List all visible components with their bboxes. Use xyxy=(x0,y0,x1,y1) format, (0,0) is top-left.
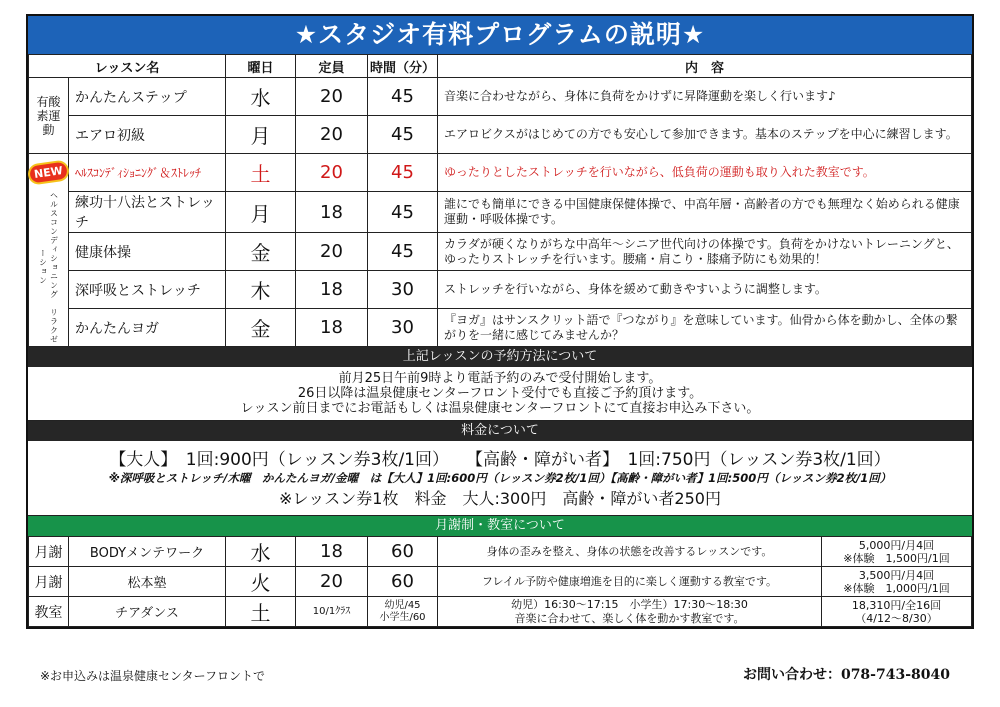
lesson-time: 45 xyxy=(368,154,438,192)
page-title: ★スタジオ有料プログラムの説明★ xyxy=(28,16,972,54)
monthly-type: 月謝 xyxy=(29,567,69,597)
lesson-desc: 『ヨガ』はサンスクリット語で『つながり』を意味しています。仙骨から体を動かし、全体の繋がりを一緒に感じてみませんか？ xyxy=(438,309,972,347)
category-conditioning: ヘルスコンディショニング リラクゼーション xyxy=(29,192,69,347)
monthly-time: 60 xyxy=(368,567,438,597)
reservation-line-3: レッスン前日までにお電話もしくは温泉健康センターフロントにて直接お申込み下さい。 xyxy=(240,401,760,416)
lesson-time: 30 xyxy=(368,309,438,347)
header-capacity: 定員 xyxy=(296,55,368,78)
table-row xyxy=(29,309,972,347)
reservation-line-2: 26日以降は温泉健康センターフロント受付でも直接ご予約頂けます。 xyxy=(297,386,703,401)
table-row xyxy=(29,192,972,233)
table-row xyxy=(29,567,972,597)
reservation-line-1: 前月25日午前9時より電話予約のみで受付開始します。 xyxy=(338,371,662,386)
lesson-time: 45 xyxy=(368,233,438,271)
lesson-time: 45 xyxy=(368,192,438,233)
monthly-type: 月謝 xyxy=(29,537,69,567)
lesson-desc: ゆったりとしたストレッチを行いながら、低負荷の運動も取り入れた教室です。 xyxy=(438,154,972,192)
monthly-day: 水 xyxy=(226,537,296,567)
lesson-capacity: 18 xyxy=(296,309,368,347)
table-row xyxy=(29,233,972,271)
lesson-capacity: 20 xyxy=(296,116,368,154)
lesson-capacity: 18 xyxy=(296,271,368,309)
lesson-name: エアロ初級 xyxy=(69,116,226,154)
table-row xyxy=(29,78,972,116)
lesson-capacity: 20 xyxy=(296,154,368,192)
fee-ticket: ※レッスン券1枚 料金 大人:300円 高齢・障がい者250円 xyxy=(279,489,721,508)
lesson-day: 月 xyxy=(226,192,296,233)
monthly-price: 3,500円/月4回 ※体験 1,000円/1回 xyxy=(822,567,972,597)
monthly-day: 火 xyxy=(226,567,296,597)
monthly-type: 教室 xyxy=(29,597,69,627)
program-sheet xyxy=(26,14,974,629)
lesson-time: 45 xyxy=(368,116,438,154)
new-badge: NEW xyxy=(29,162,68,184)
lesson-day: 金 xyxy=(226,309,296,347)
table-row xyxy=(29,154,972,192)
fee-note: ※深呼吸とストレッチ/木曜 かんたんヨガ/金曜 は【大人】1回:600円（レッスン券2枚/1回）【高齢・障がい者】1回:500円（レッスン券2枚/1回） xyxy=(108,471,892,485)
lesson-name: ﾍﾙｽｺﾝﾃﾞｨｼｮﾆﾝｸﾞ＆ｽﾄﾚｯﾁ xyxy=(69,154,226,192)
fees-info xyxy=(28,441,972,516)
lesson-desc: 音楽に合わせながら、身体に負荷をかけずに昇降運動を楽しく行います♪ xyxy=(438,78,972,116)
monthly-table xyxy=(28,536,972,627)
monthly-desc: 幼児）16:30～17:15 小学生）17:30～18:30 音楽に合わせて、楽しく体を動かす教室です。 xyxy=(438,597,822,627)
monthly-time: 60 xyxy=(368,537,438,567)
lesson-day: 木 xyxy=(226,271,296,309)
lesson-desc: カラダが硬くなりがちな中高年～シニア世代向けの体操です。負荷をかけないトレーニングと、ゆったりストレッチを行います。腰痛・肩こり・膝痛予防にも効果的！ xyxy=(438,233,972,271)
lesson-capacity: 18 xyxy=(296,192,368,233)
header-day: 曜日 xyxy=(226,55,296,78)
lesson-name: かんたんヨガ xyxy=(69,309,226,347)
table-row xyxy=(29,116,972,154)
monthly-capacity: 20 xyxy=(296,567,368,597)
table-header xyxy=(29,55,972,78)
lesson-day: 水 xyxy=(226,78,296,116)
header-time: 時間（分） xyxy=(368,55,438,78)
lesson-desc: エアロビクスがはじめての方でも安心して参加できます。基本のステップを中心に練習します。 xyxy=(438,116,972,154)
monthly-name: BODYメンテワーク xyxy=(69,537,226,567)
lesson-day: 金 xyxy=(226,233,296,271)
lesson-desc: 誰にでも簡単にできる中国健康保健体操で、中高年層・高齢者の方でも無理なく始められる健康運動・呼吸体操です。 xyxy=(438,192,972,233)
monthly-day: 土 xyxy=(226,597,296,627)
lesson-day: 土 xyxy=(226,154,296,192)
footer-note: ※お申込みは温泉健康センターフロントで xyxy=(40,669,265,683)
lesson-capacity: 20 xyxy=(296,78,368,116)
lesson-name: かんたんステップ xyxy=(69,78,226,116)
monthly-capacity: 10/1ｸﾗｽ xyxy=(296,597,368,627)
monthly-price: 18,310円/全16回 （4/12～8/30） xyxy=(822,597,972,627)
lesson-day: 月 xyxy=(226,116,296,154)
monthly-capacity: 18 xyxy=(296,537,368,567)
fees-header: 料金について xyxy=(28,421,972,441)
lesson-time: 30 xyxy=(368,271,438,309)
lesson-name: 練功十八法とストレッチ xyxy=(69,192,226,233)
lesson-name: 深呼吸とストレッチ xyxy=(69,271,226,309)
new-badge-cell xyxy=(29,154,69,192)
reservation-info xyxy=(28,367,972,421)
header-content: 内 容 xyxy=(438,55,972,78)
lesson-desc: ストレッチを行いながら、身体を緩めて動きやすいように調整します。 xyxy=(438,271,972,309)
header-name: レッスン名 xyxy=(29,55,226,78)
monthly-desc: 身体の歪みを整え、身体の状態を改善するレッスンです。 xyxy=(438,537,822,567)
monthly-name: 松本塾 xyxy=(69,567,226,597)
lesson-name: 健康体操 xyxy=(69,233,226,271)
lesson-time: 45 xyxy=(368,78,438,116)
table-row xyxy=(29,271,972,309)
lesson-table xyxy=(28,54,972,347)
lesson-capacity: 20 xyxy=(296,233,368,271)
monthly-header: 月謝制・教室について xyxy=(28,516,972,536)
table-row xyxy=(29,537,972,567)
monthly-name: チアダンス xyxy=(69,597,226,627)
footer-contact: お問い合わせ：078-743-8040 xyxy=(742,667,950,683)
reservation-header: 上記レッスンの予約方法について xyxy=(28,347,972,367)
table-row xyxy=(29,597,972,627)
monthly-time: 幼児/45 小学生/60 xyxy=(368,597,438,627)
fee-main: 【大人】 1回:900円（レッスン券3枚/1回） 【高齢・障がい者】 1回:750円（レッスン券3枚/1回） xyxy=(109,450,891,470)
monthly-price: 5,000円/月4回 ※体験 1,500円/1回 xyxy=(822,537,972,567)
category-aerobic: 有酸素運動 xyxy=(29,78,69,154)
monthly-desc: フレイル予防や健康増進を目的に楽しく運動する教室です。 xyxy=(438,567,822,597)
